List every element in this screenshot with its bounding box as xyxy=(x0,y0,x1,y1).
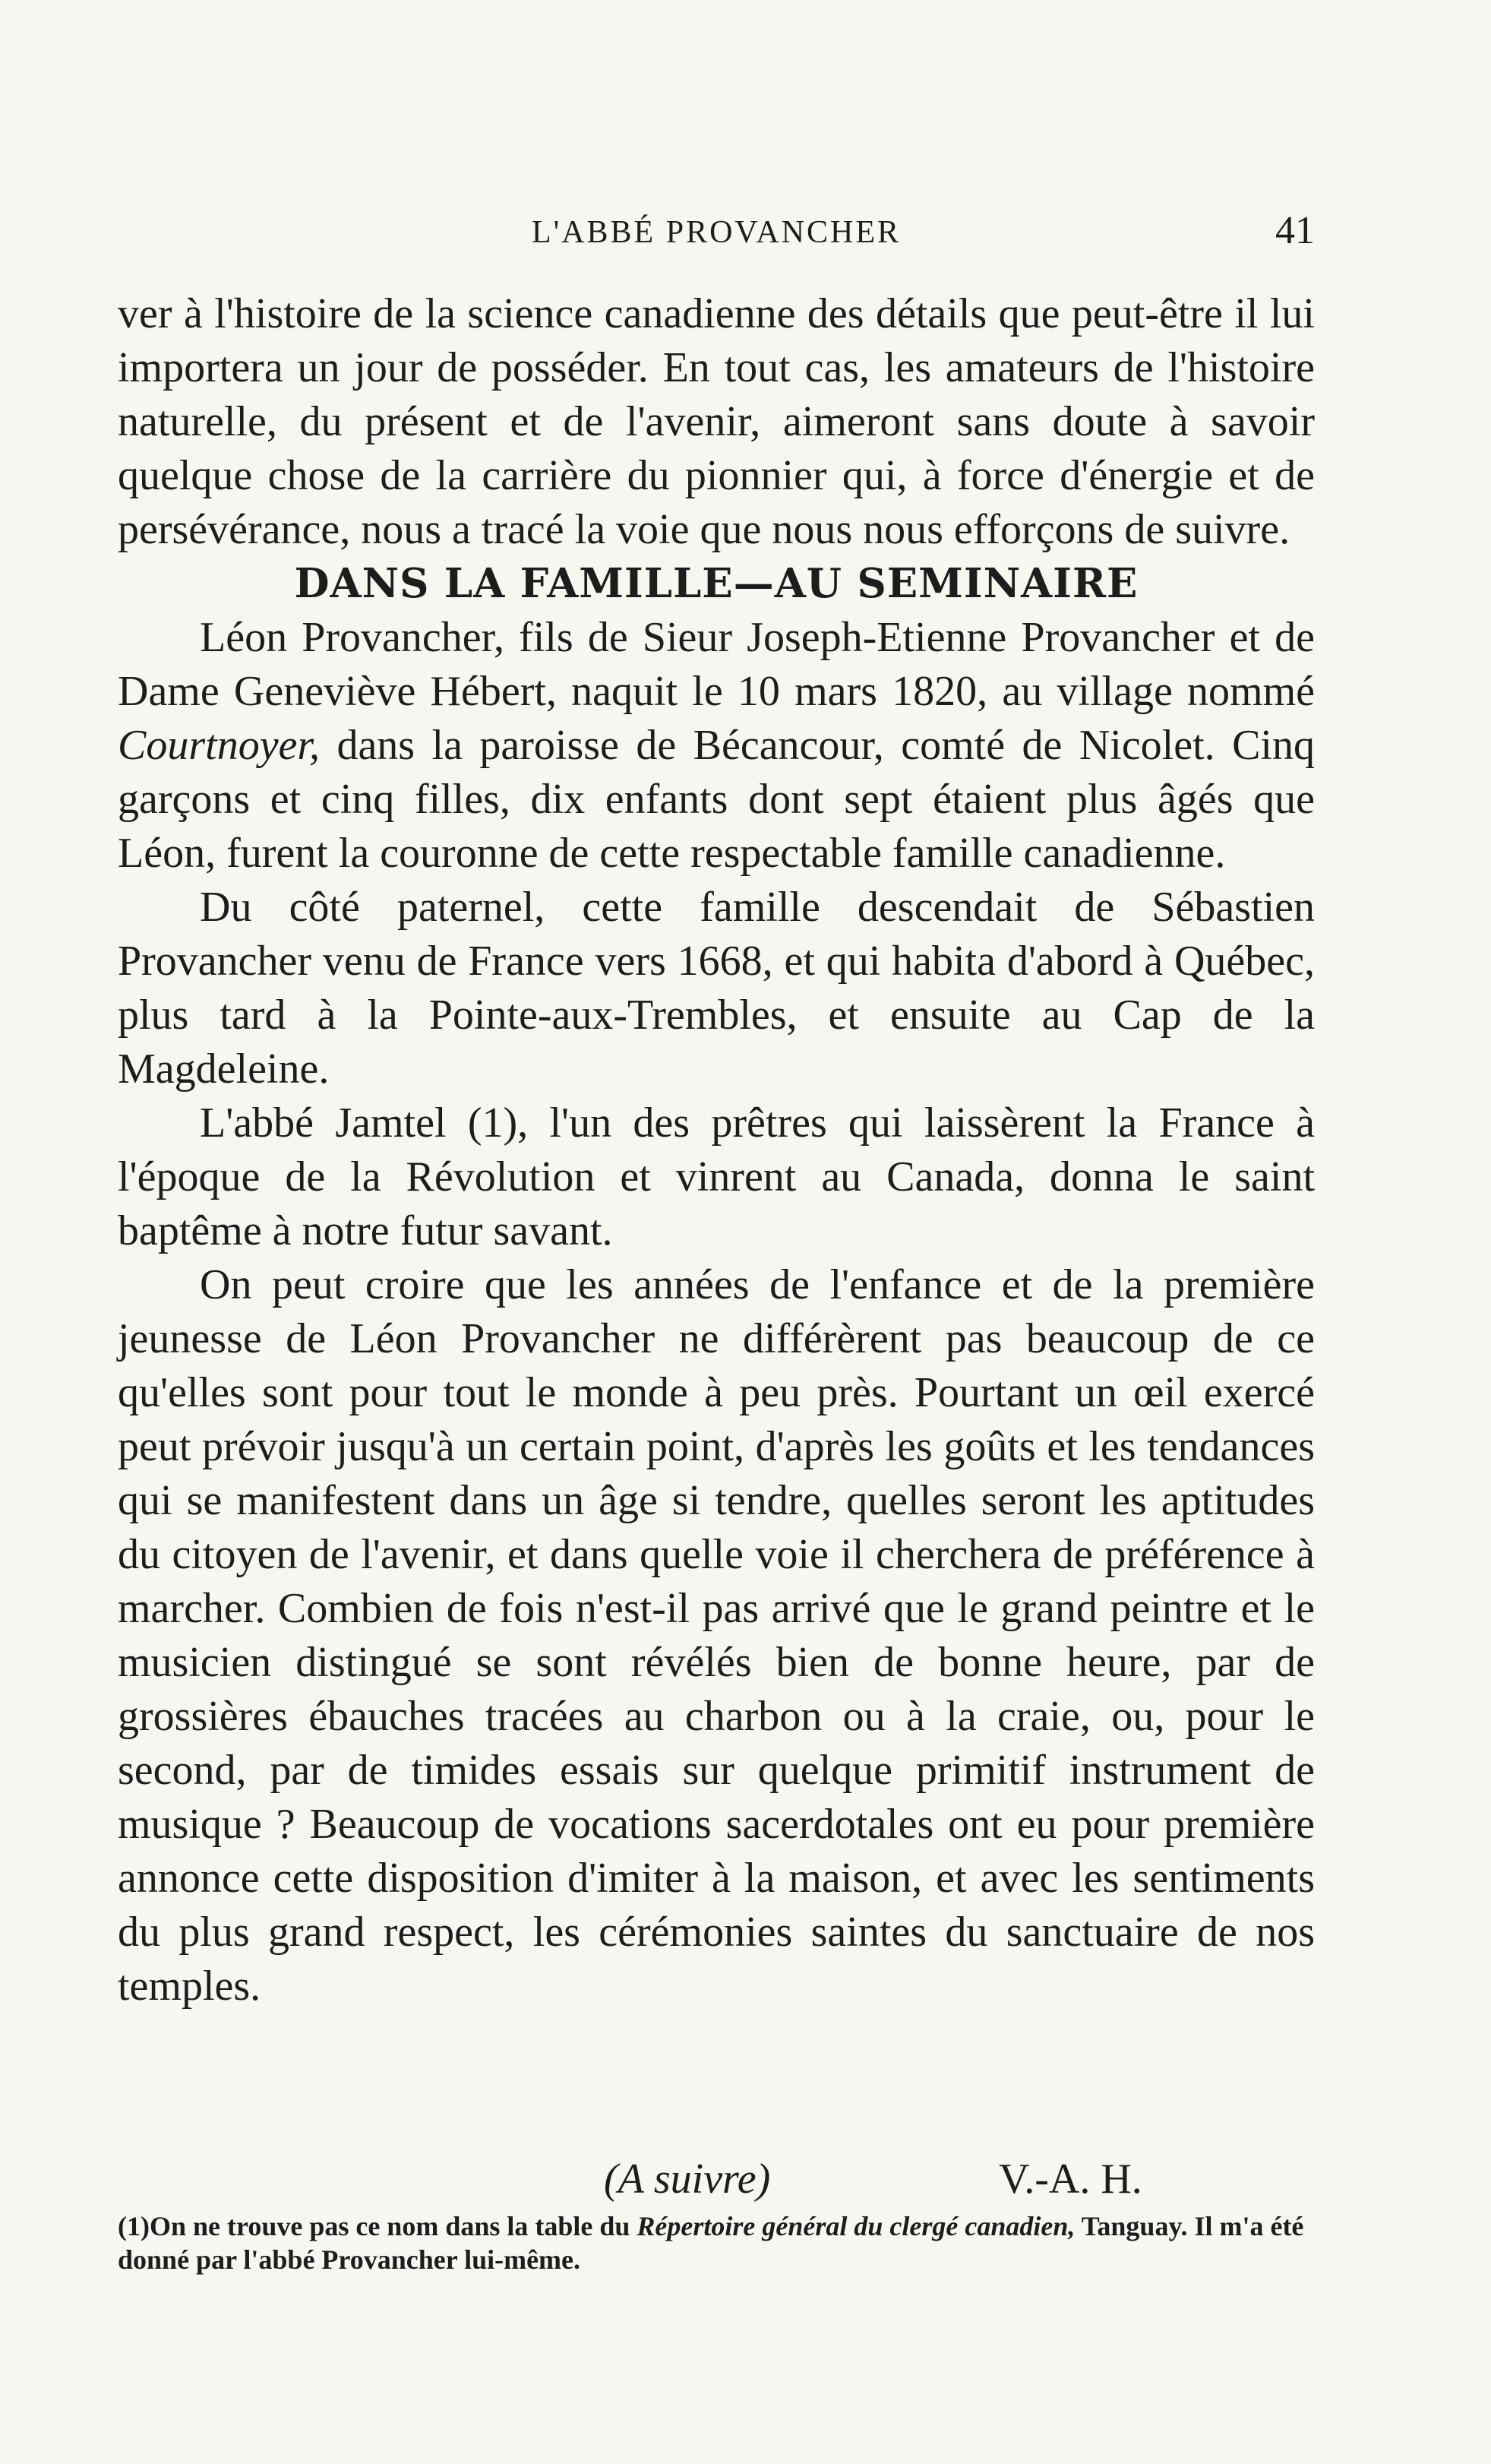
ancestry-paragraph: Du côté paternel, cette famille descendait de Sébastien Provancher venu de France vers 1668, et qui habita d'abord à Québec, plus tard à la Pointe-aux-Trembles, et ensuite au Cap de la Magdeleine. xyxy=(118,884,1315,1093)
footnote-work-title: Répertoire général du clergé canadien, xyxy=(637,2211,1076,2241)
footnote xyxy=(118,2209,1315,2276)
page-header xyxy=(118,209,1315,267)
author-signature: V.-A. H. xyxy=(999,2156,1142,2203)
birth-place: Courtnoyer, xyxy=(118,722,320,769)
footnote-text-after: Tanguay. Il m'a été donné par l'abbé Provancher lui-même. xyxy=(118,2211,1304,2275)
section-title: DANS LA FAMILLE—AU SEMINAIRE xyxy=(294,560,1139,607)
birth-text-after: dans la paroisse de Bécancour, comté de Nicolet. Cinq garçons et cinq filles, dix enfants dont sept étaient plus âgés que Léon, furent la couronne de cette respectable famille canadienne. xyxy=(118,722,1315,877)
intro-paragraph: ver à l'histoire de la science canadienne des détails que peut-être il lui importera un jour de posséder. En tout cas, les amateurs de l'histoire naturelle, du présent et de l'avenir, aimeront sans doute à savoir quelque chose de la carrière du pionnier qui, à force d'énergie et de persévérance, nous a tracé la voie que nous nous efforçons de suivre. xyxy=(118,290,1315,553)
article-body xyxy=(118,287,1315,2013)
birth-text-before: Léon Provancher, fils de Sieur Joseph-Etienne Provancher et de Dame Geneviève Hébert, naquit le 10 mars 1820, au village nommé xyxy=(118,614,1315,715)
running-title: L'ABBÉ PROVANCHER xyxy=(531,215,902,250)
footnote-text xyxy=(118,2209,1315,2276)
page-number: 41 xyxy=(1275,209,1315,252)
footnote-text-before: (1)On ne trouve pas ce nom dans la table du xyxy=(118,2211,637,2241)
to-be-continued: (A suivre) xyxy=(604,2156,771,2203)
baptism-paragraph: L'abbé Jamtel (1), l'un des prêtres qui laissèrent la France à l'époque de la Révolution et vinrent au Canada, donna le saint baptême à notre futur savant. xyxy=(118,1099,1315,1254)
birth-paragraph xyxy=(118,611,1315,881)
signoff xyxy=(118,2152,1315,2206)
childhood-paragraph: On peut croire que les années de l'enfance et de la première jeunesse de Léon Provancher ne différèrent pas beaucoup de ce qu'elles sont pour tout le monde à peu près. Pourtant un œil exercé peut prévoir jusqu'à un certain point, d'après les goûts et les tendances qui se manifestent dans un âge si tendre, quelles seront les aptitudes du citoyen de l'avenir, et dans quelle voie il cherchera de préférence à marcher. Combien de fois n'est-il pas arrivé que le grand peintre et le musicien distingué se sont révélés bien de bonne heure, par de grossières ébauches tracées au charbon ou à la craie, ou, pour le second, par de timides essais sur quelque primitif instrument de musique ? Beaucoup de vocations sacerdotales ont eu pour première annonce cette disposition d'imiter à la maison, et avec les sentiments du plus grand respect, les cérémonies saintes du sanctuaire de nos temples. xyxy=(118,1261,1315,2010)
